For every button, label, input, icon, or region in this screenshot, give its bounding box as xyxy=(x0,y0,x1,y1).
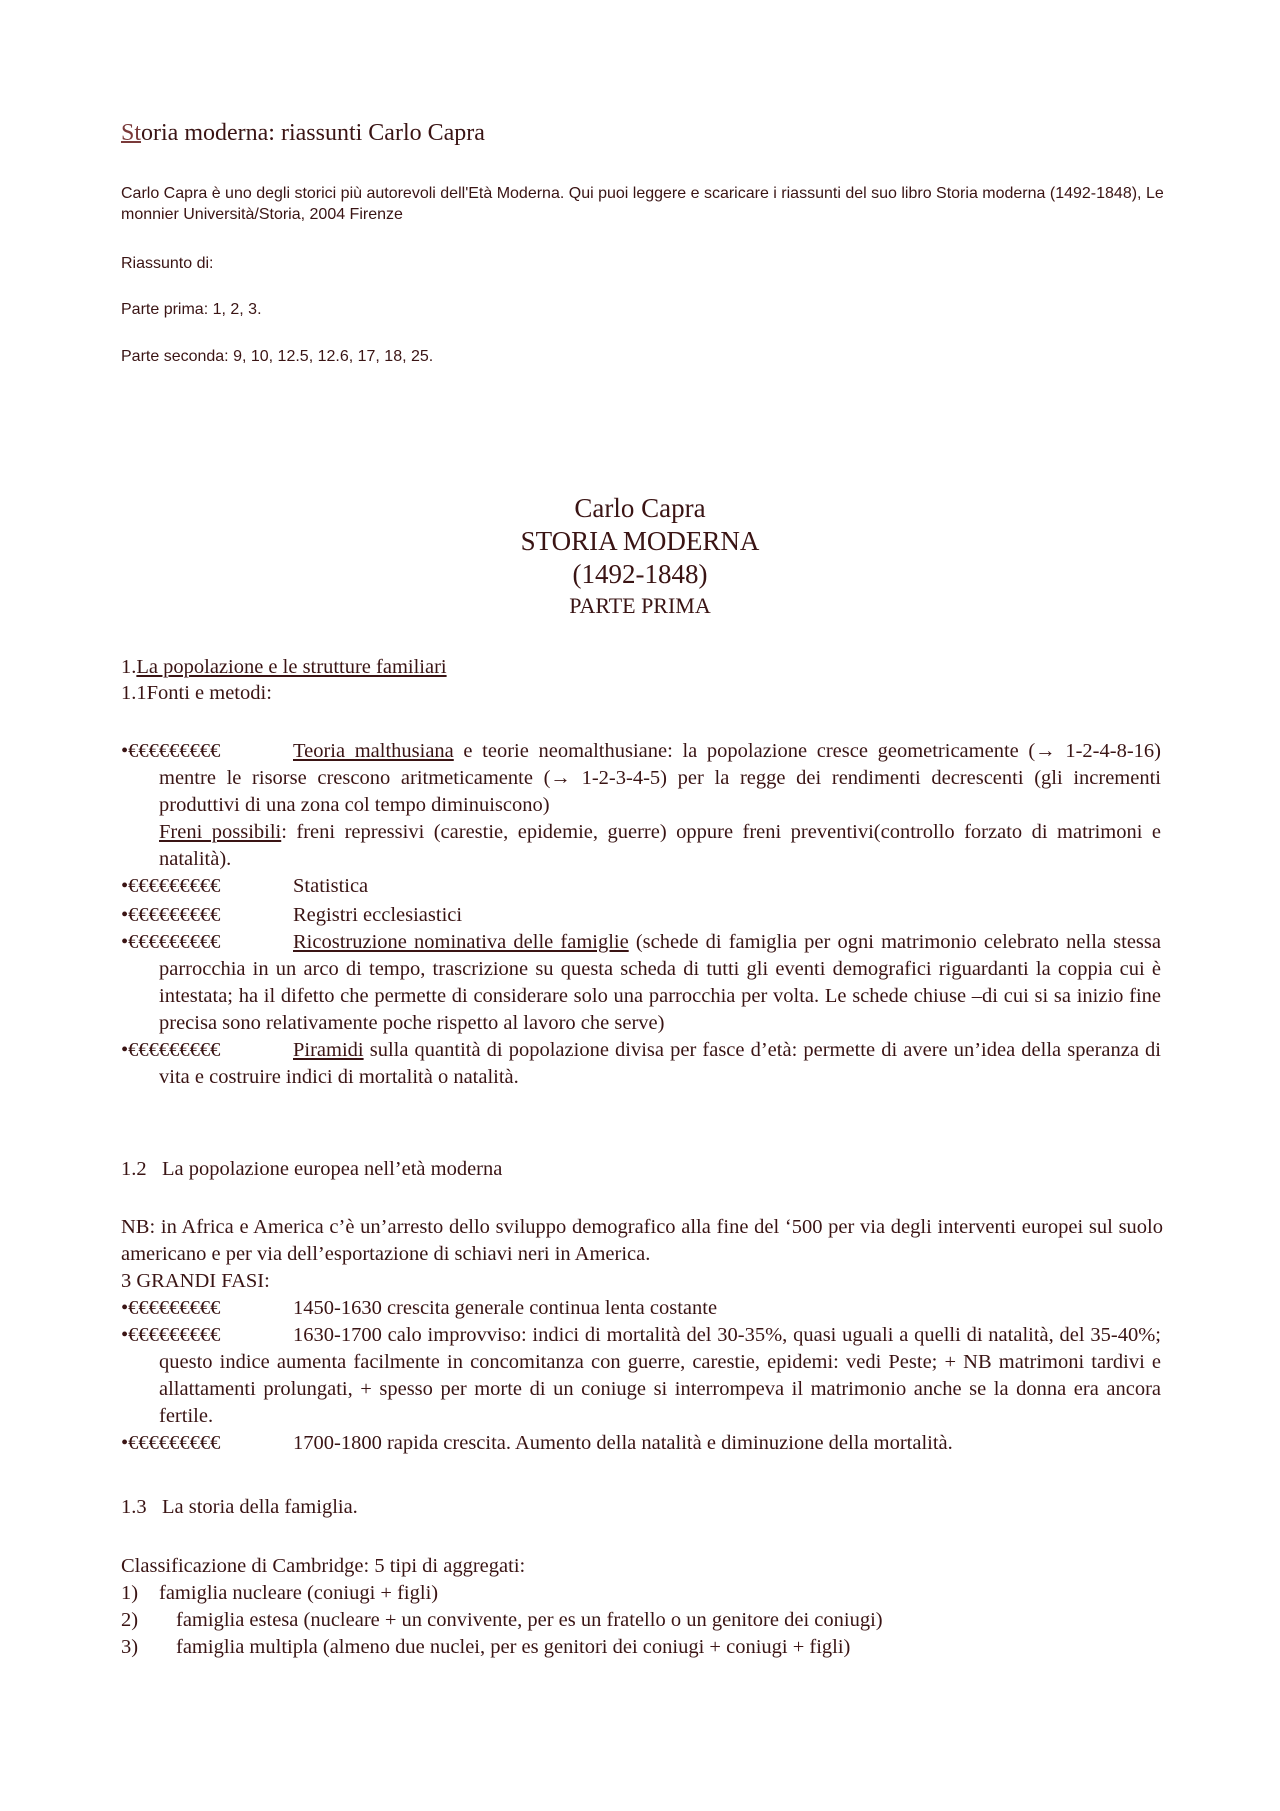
nb-paragraph: NB: in Africa e America c’è un’arresto dello sviluppo demografico alla fine del ‘500 per via degli interventi europei sul suolo americano e per via dell’esportazione di schiavi neri in America. xyxy=(121,1216,1163,1265)
bullet-marker: •€€€€€€€€€ xyxy=(121,1432,221,1454)
section-heading-title: La popolazione e le strutture familiari xyxy=(136,656,447,678)
bullet-marker: •€€€€€€€€€ xyxy=(121,875,221,897)
title-first-letters: St xyxy=(121,120,142,146)
book-title-block xyxy=(0,492,1280,621)
list-item: 3) famiglia multipla (almeno due nuclei, per es genitori dei coniugi + coniugi + figli) xyxy=(121,1636,851,1658)
title-rest: oria moderna: riassunti Carlo Capra xyxy=(141,120,485,146)
list-item: •€€€€€€€€€ Teoria malthusiana e teorie neomalthusiane: la popolazione cresce geometricamente (→ 1-2-4-8-16) mentre le risorse crescono aritmeticamente (→ 1-2-3-4-5) per la regge dei rendimenti decrescenti (gli incrementi produttivi di una zona col tempo diminuiscono) Freni possibili: freni repressivi (carestie, epidemie, guerre) oppure freni preventivi(controllo forzato di matrimoni e natalità). xyxy=(121,740,1161,870)
section-heading: 1.La popolazione e le strutture familiari xyxy=(121,656,447,678)
book-part: PARTE PRIMA xyxy=(569,593,711,618)
cambridge-classification: Classificazione di Cambridge: 5 tipi di aggregati: xyxy=(121,1555,526,1577)
bullet-marker: •€€€€€€€€€ xyxy=(121,931,221,953)
subsection-heading-1-1: 1.1Fonti e metodi: xyxy=(121,682,272,704)
fasi-bullet-list xyxy=(121,1295,1161,1457)
parte-seconda-chapters: Parte seconda: 9, 10, 12.5, 12.6, 17, 18, 25. xyxy=(121,348,434,365)
grandi-fasi-label: 3 GRANDI FASI: xyxy=(121,1270,270,1292)
list-item: •€€€€€€€€€ 1450-1630 crescita generale continua lenta costante xyxy=(121,1295,1161,1322)
bullet-marker: •€€€€€€€€€ xyxy=(121,1297,221,1319)
parte-prima-chapters: Parte prima: 1, 2, 3. xyxy=(121,301,262,318)
list-item: •€€€€€€€€€ 1700-1800 rapida crescita. Aumento della natalità e diminuzione della mortalità. xyxy=(121,1430,1161,1457)
list-item: •€€€€€€€€€ Piramidi sulla quantità di popolazione divisa per fasce d’età: permette di avere un’idea della speranza di vita e costruire indici di mortalità o natalità. xyxy=(121,1039,1161,1088)
riassunto-label: Riassunto di: xyxy=(121,255,214,272)
bullet-marker: •€€€€€€€€€ xyxy=(121,740,221,762)
bullet-marker: •€€€€€€€€€ xyxy=(121,904,221,926)
family-type-list xyxy=(121,1580,883,1661)
list-item: •€€€€€€€€€ Ricostruzione nominativa delle famiglie (schede di famiglia per ogni matrimonio celebrato nella stessa parrocchia in un arco di tempo, trascrizione su questa scheda di tutti gli eventi demografici riguardanti la coppia cui è intestata; ha il difetto che permette di considerare solo una parrocchia per volta. Le schede chiuse –di cui si sa inizio fine precisa sono relativamente poche rispetto al lavoro che serve) xyxy=(121,931,1161,1034)
fonti-bullet-list xyxy=(121,738,1161,1091)
intro-paragraph: Carlo Capra è uno degli storici più autorevoli dell'Età Moderna. Qui puoi leggere e scaricare i riassunti del suo libro Storia moderna (1492-1848), Le monnier Università/Storia, 2004 Firenze xyxy=(121,185,1164,223)
list-item: •€€€€€€€€€ 1630-1700 calo improvviso: indici di mortalità del 30-35%, quasi uguali a quelli di natalità, del 35-40%; questo indice aumenta facilmente in concomitanza con guerre, carestie, epidemi: vedi Peste; + NB matrimoni tardivi e allattamenti prolungati, + spesso per morte di un coniuge si interrompeva il matrimonio anche se la donna era ancora fertile. xyxy=(121,1324,1161,1427)
bullet-marker: •€€€€€€€€€ xyxy=(121,1324,221,1346)
book-author: Carlo Capra xyxy=(574,493,706,523)
subsection-heading-1-2: 1.2 La popolazione europea nell’età moderna xyxy=(121,1158,503,1180)
bullet-marker: •€€€€€€€€€ xyxy=(121,1039,221,1061)
list-item: 2) famiglia estesa (nucleare + un convivente, per es un fratello o un genitore dei coniugi) xyxy=(121,1609,883,1631)
book-years: (1492-1848) xyxy=(572,559,708,589)
list-item: •€€€€€€€€€ Registri ecclesiastici xyxy=(121,902,1161,929)
list-item: •€€€€€€€€€ Statistica xyxy=(121,873,1161,900)
list-item: 1) famiglia nucleare (coniugi + figli) xyxy=(121,1582,439,1604)
document-title xyxy=(121,120,485,147)
subsection-heading-1-3: 1.3 La storia della famiglia. xyxy=(121,1496,358,1518)
book-title: STORIA MODERNA xyxy=(520,526,760,556)
